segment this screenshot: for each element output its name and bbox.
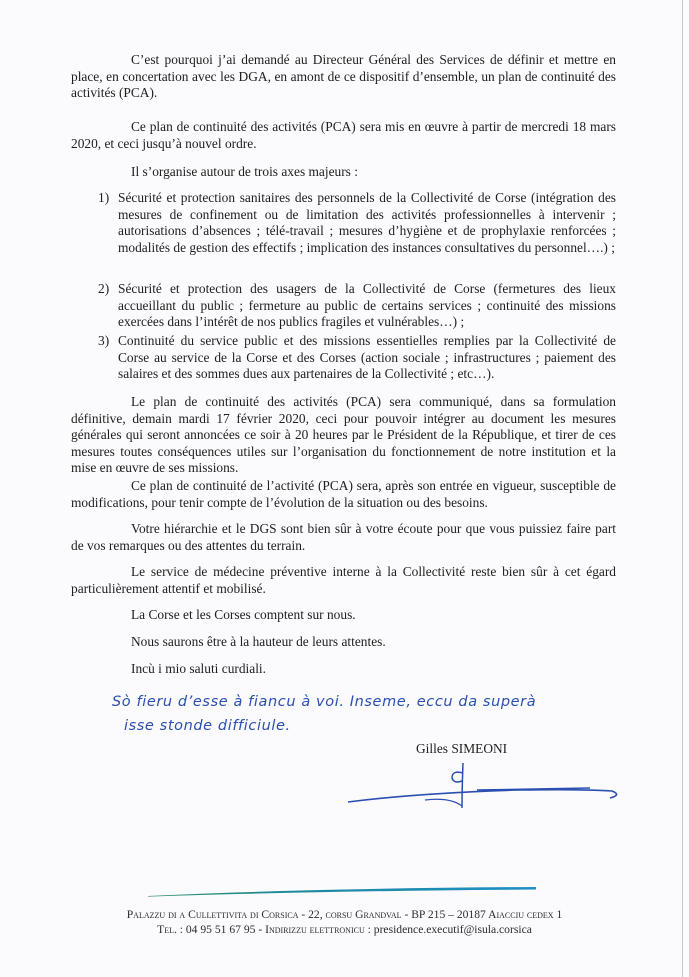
handwritten-line-2: isse stonde difficiule. bbox=[124, 718, 291, 734]
paragraph-corse: La Corse et les Corses comptent sur nous. bbox=[131, 607, 356, 622]
footer-address-line: Palazzu di a Cullettivita di Corsica - 22, corsu Grandval - BP 215 – 20187 Aiacciu cedex 1 bbox=[126, 908, 563, 921]
axis-number: 2) bbox=[98, 281, 110, 296]
paragraph-medicine: Le service de médecine préventive interne à la Collectivité reste bien sûr à cet égard particulièrement attentif et mobilisé. bbox=[71, 564, 616, 596]
paragraph-axes-intro: Il s’organise autour de trois axes majeurs : bbox=[131, 164, 358, 179]
signer-name: Gilles SIMEONI bbox=[416, 741, 508, 756]
axis-text: Continuité du service public et des missions essentielles remplies par la Collectivité de Corse au service de la Corse et des Corses (action sociale ; infrastructures ; paiement des salaires et des sommes dues aux partenaires de la Collectivité ; etc…). bbox=[118, 333, 616, 382]
signature-stroke bbox=[425, 799, 462, 806]
paragraph-greetings: Incù i mio saluti curdiali. bbox=[131, 661, 266, 676]
paragraph-hierarchy: Votre hiérarchie et le DGS sont bien sûr à votre écoute pour que vous puissiez faire part de vos remarques ou des attentes du terrain. bbox=[71, 521, 616, 553]
paragraph-pca-start: Ce plan de continuité des activités (PCA) sera mis en œuvre à partir de mercredi 18 mars 2020, et ceci jusqu’à nouvel ordre. bbox=[71, 119, 616, 151]
handwritten-line-1: Sò fieru d’esse à fiancu à voi. Inseme, eccu da superà bbox=[112, 694, 537, 710]
signature-stroke bbox=[348, 790, 617, 802]
paragraph-pca-modifications: Ce plan de continuité de l’activité (PCA) sera, après son entrée en vigueur, susceptible de modifications, pour tenir compte de l’évolution de la situation ou des besoins. bbox=[71, 478, 616, 510]
footer-email-link[interactable]: presidence.executif@isula.corsica bbox=[373, 923, 532, 936]
footer-address bbox=[0, 907, 689, 923]
footer-swoosh bbox=[148, 887, 536, 897]
paragraph-expectations: Nous saurons être à la hauteur de leurs attentes. bbox=[131, 634, 386, 649]
axis-text: Sécurité et protection sanitaires des personnels de la Collectivité de Corse (intégration des mesures de confinement ou de limitation des activités professionnelles à intervenir ; autorisations d’absences ; télé-travail ; mesures d’hygiène et de prophylaxie renforcées ; modalités de gestion des effectifs ; implication des instances consultatives du personnel….) ; bbox=[118, 190, 616, 255]
paragraph-intro: C’est pourquoi j’ai demandé au Directeur Général des Services de définir et mettre en place, en concertation avec les DGA, en amont de ce dispositif d’ensemble, un plan de continuité des activités (PCA). bbox=[71, 52, 616, 101]
axis-number: 1) bbox=[98, 190, 110, 205]
footer-contact bbox=[0, 922, 689, 938]
axis-number: 3) bbox=[98, 333, 110, 348]
paragraph-pca-communication: Le plan de continuité des activités (PCA) sera communiqué, dans sa formulation définitive, demain mardi 17 février 2020, ceci pour pouvoir intégrer au document les mesures générales qui seront annoncées ce soir à 20 heures par le Président de la République, et tirer de ces mesures toutes conséquences utiles sur l’organisation du fonctionnement de notre institution et la mise en œuvre de ses missions. bbox=[71, 394, 616, 476]
axis-text: Sécurité et protection des usagers de la Collectivité de Corse (fermetures des lieux accueillant du public ; fermeture au public de certains services ; continuité des missions exercées dans l’intérêt de nos publics fragiles et vulnérables…) ; bbox=[118, 281, 616, 330]
footer-phone: Tel. : 04 95 51 67 95 - Indirizzu elettronicu : bbox=[157, 923, 371, 936]
